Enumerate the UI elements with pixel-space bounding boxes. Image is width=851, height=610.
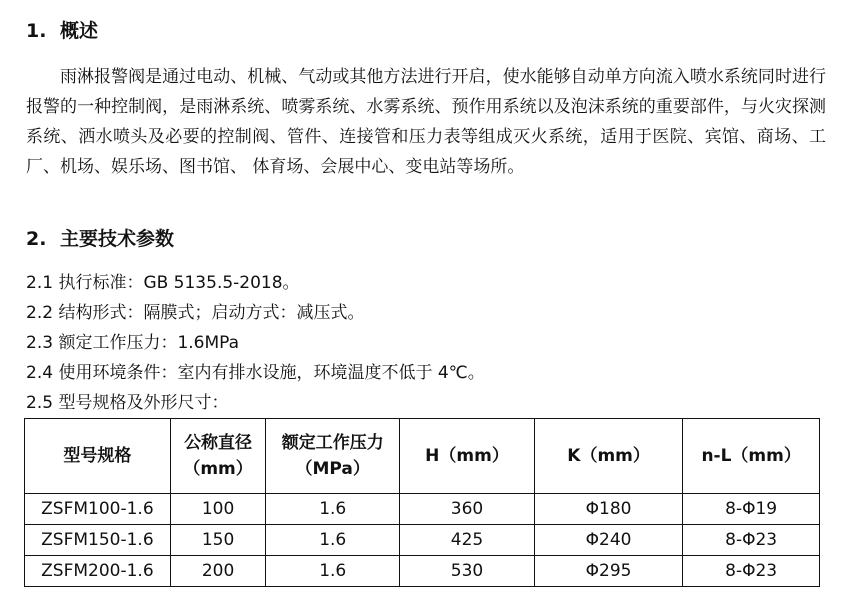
cell-model: ZSFM150-1.6 <box>25 525 171 556</box>
cell-pressure: 1.6 <box>266 525 400 556</box>
table-header-row <box>25 419 820 494</box>
header-n-l: n-L（mm） <box>683 419 820 494</box>
cell-model: ZSFM200-1.6 <box>25 556 171 587</box>
table-row <box>25 494 820 525</box>
model-spec-table <box>24 418 820 587</box>
spec-item-pressure: 2.3 额定工作压力：1.6MPa <box>26 333 240 353</box>
cell-h: 530 <box>400 556 535 587</box>
cell-model: ZSFM100-1.6 <box>25 494 171 525</box>
spec-item-standard: 2.1 执行标准：GB 5135.5-2018。 <box>26 273 300 293</box>
section-number: 2. <box>26 228 47 250</box>
table-row <box>25 556 820 587</box>
section-heading-overview <box>26 18 98 44</box>
cell-diameter: 200 <box>170 556 266 587</box>
header-rated-pressure: 额定工作压力 （MPa） <box>266 419 400 494</box>
cell-pressure: 1.6 <box>266 556 400 587</box>
cell-n-l: 8-Φ23 <box>683 525 820 556</box>
spec-item-structure: 2.2 结构形式：隔膜式；启动方式：减压式。 <box>26 303 365 323</box>
cell-h: 425 <box>400 525 535 556</box>
cell-h: 360 <box>400 494 535 525</box>
spec-item-environment: 2.4 使用环境条件：室内有排水设施，环境温度不低于 4℃。 <box>26 363 485 383</box>
header-model: 型号规格 <box>25 419 171 494</box>
header-h: H（mm） <box>400 419 535 494</box>
overview-paragraph: 雨淋报警阀是通过电动、机械、气动或其他方法进行开启，使水能够自动单方向流入喷水系统同时进行报警的一种控制阀，是雨淋系统、喷雾系统、水雾系统、预作用系统以及泡沫系统的重要部件，与火灾探测系统、洒水喷头及必要的控制阀、管件、连接管和压力表等组成灭火系统，适用于医院、宾馆、商场、工厂、机场、娱乐场、图书馆、 体育场、会展中心、变电站等场所。 <box>26 67 826 177</box>
header-nominal-diameter: 公称直径 （mm） <box>170 419 266 494</box>
section-title: 概述 <box>60 20 99 42</box>
cell-diameter: 150 <box>170 525 266 556</box>
section-heading-specs <box>26 226 174 252</box>
cell-n-l: 8-Φ23 <box>683 556 820 587</box>
cell-pressure: 1.6 <box>266 494 400 525</box>
cell-k: Φ180 <box>534 494 682 525</box>
header-k: K（mm） <box>534 419 682 494</box>
table-row <box>25 525 820 556</box>
cell-n-l: 8-Φ19 <box>683 494 820 525</box>
spec-item-models: 2.5 型号规格及外形尺寸： <box>26 393 229 413</box>
section-number: 1. <box>26 20 47 42</box>
section-title: 主要技术参数 <box>60 228 175 250</box>
cell-diameter: 100 <box>170 494 266 525</box>
cell-k: Φ240 <box>534 525 682 556</box>
cell-k: Φ295 <box>534 556 682 587</box>
spec-list <box>26 268 485 418</box>
